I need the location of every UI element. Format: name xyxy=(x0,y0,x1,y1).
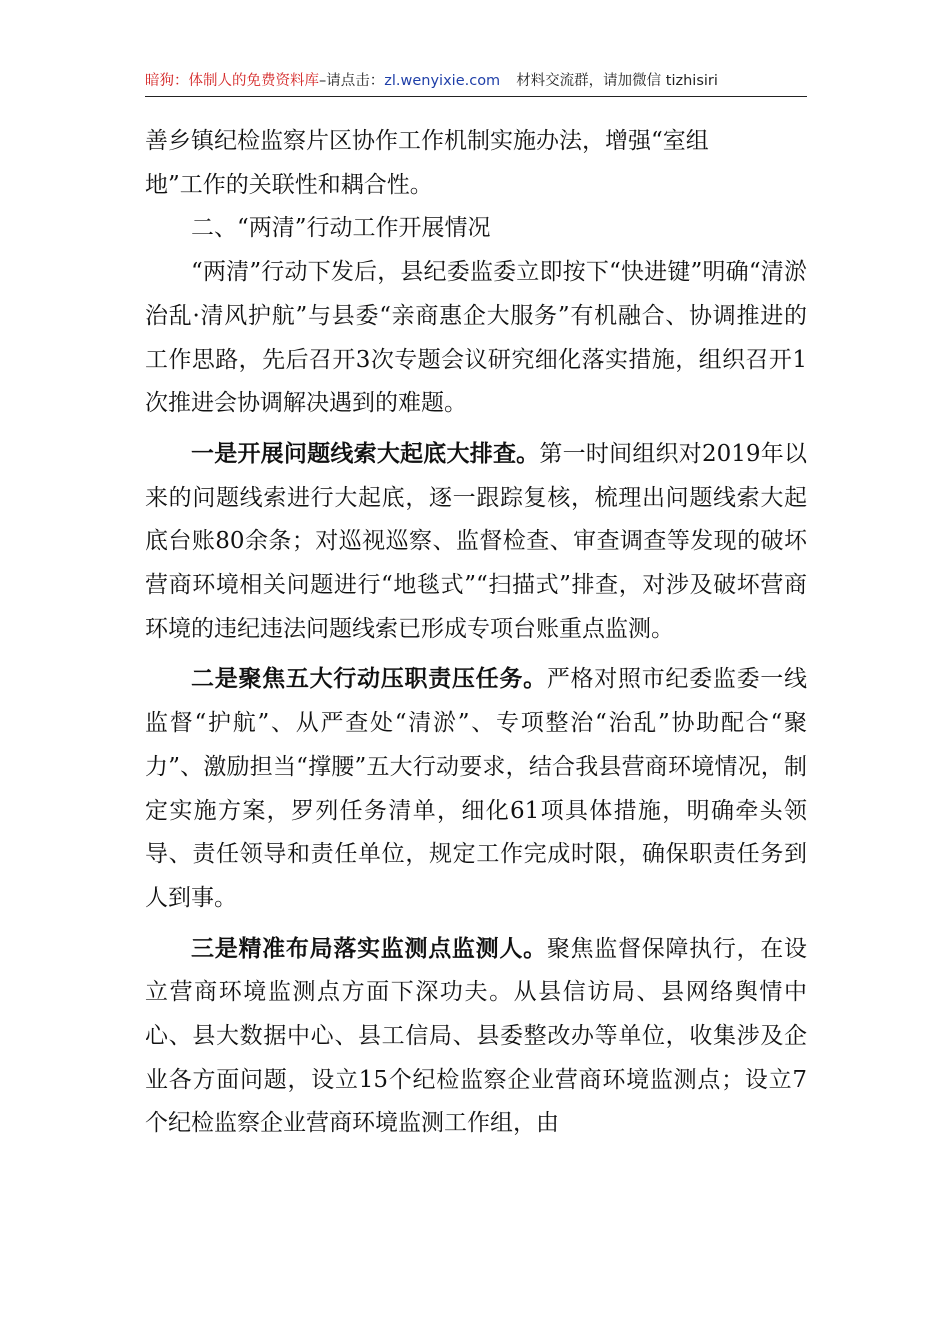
item-lead-3: 三是精准布局落实监测点监测人。 xyxy=(191,934,547,962)
item-body-3: 聚焦监督保障执行，在设立营商环境监测点方面下深功夫。从县信访局、县网络舆情中心、县大数据中心、县工信局、县委整改办等单位，收集涉及企业各方面问题，设立15个纪检监察企业营商环境监测点；设立7个纪检监察企业营商环境监测工作组，由 xyxy=(145,935,808,1137)
item-lead-2: 二是聚焦五大行动压职责压任务。 xyxy=(191,665,547,693)
group-note: 材料交流群，请加微信 tizhisiri xyxy=(516,73,718,89)
page-header xyxy=(145,66,807,97)
item-body-2: 严格对照市纪委监委一线监督“护航”、从严查处“清淤”、专项整治“治乱”协助配合“聚力”、激励担当“撑腰”五大行动要求，结合我县营商环境情况，制定实施方案，罗列任务清单，细化61项具体措施，明确牵头领导、责任领导和责任单位，规定工作完成时限，确保职责任务到人到事。 xyxy=(145,666,808,911)
item-lead-1: 一是开展问题线索大起底大排查。 xyxy=(191,439,540,467)
site-name: 暗狗：体制人的免费资料库 xyxy=(145,73,319,89)
site-url-link[interactable]: zl.wenyixie.com xyxy=(384,73,501,89)
continuation-line-1: 善乡镇纪检监察片区协作工作机制实施办法，增强“室组 xyxy=(145,128,709,154)
item-paragraph-2 xyxy=(145,657,807,920)
continuation-line-2: 地”工作的关联性和耦合性。 xyxy=(145,171,433,198)
item-paragraph-1 xyxy=(145,432,807,652)
intro-paragraph: “两清”行动下发后，县纪委监委立即按下“快进键”明确“清淤治乱·清风护航”与县委“亲商惠企大服务”有机融合、协调推进的工作思路，先后召开3次专题会议研究细化落实措施，组织召开1次推进会协调解决遇到的难题。 xyxy=(145,259,807,417)
document-body xyxy=(145,120,807,1146)
click-prompt: –请点击： xyxy=(319,73,385,89)
item-paragraph-3 xyxy=(145,927,807,1147)
item-body-1: 第一时间组织对2019年以来的问题线索进行大起底，逐一跟踪复核，梳理出问题线索大起底台账80余条；对巡视巡察、监督检查、审查调查等发现的破坏营商环境相关问题进行“地毯式”“扫描式”排查，对涉及破坏营商环境的违纪违法问题线索已形成专项台账重点监测。 xyxy=(145,440,808,642)
section-heading: 二、“两清”行动工作开展情况 xyxy=(191,215,491,242)
